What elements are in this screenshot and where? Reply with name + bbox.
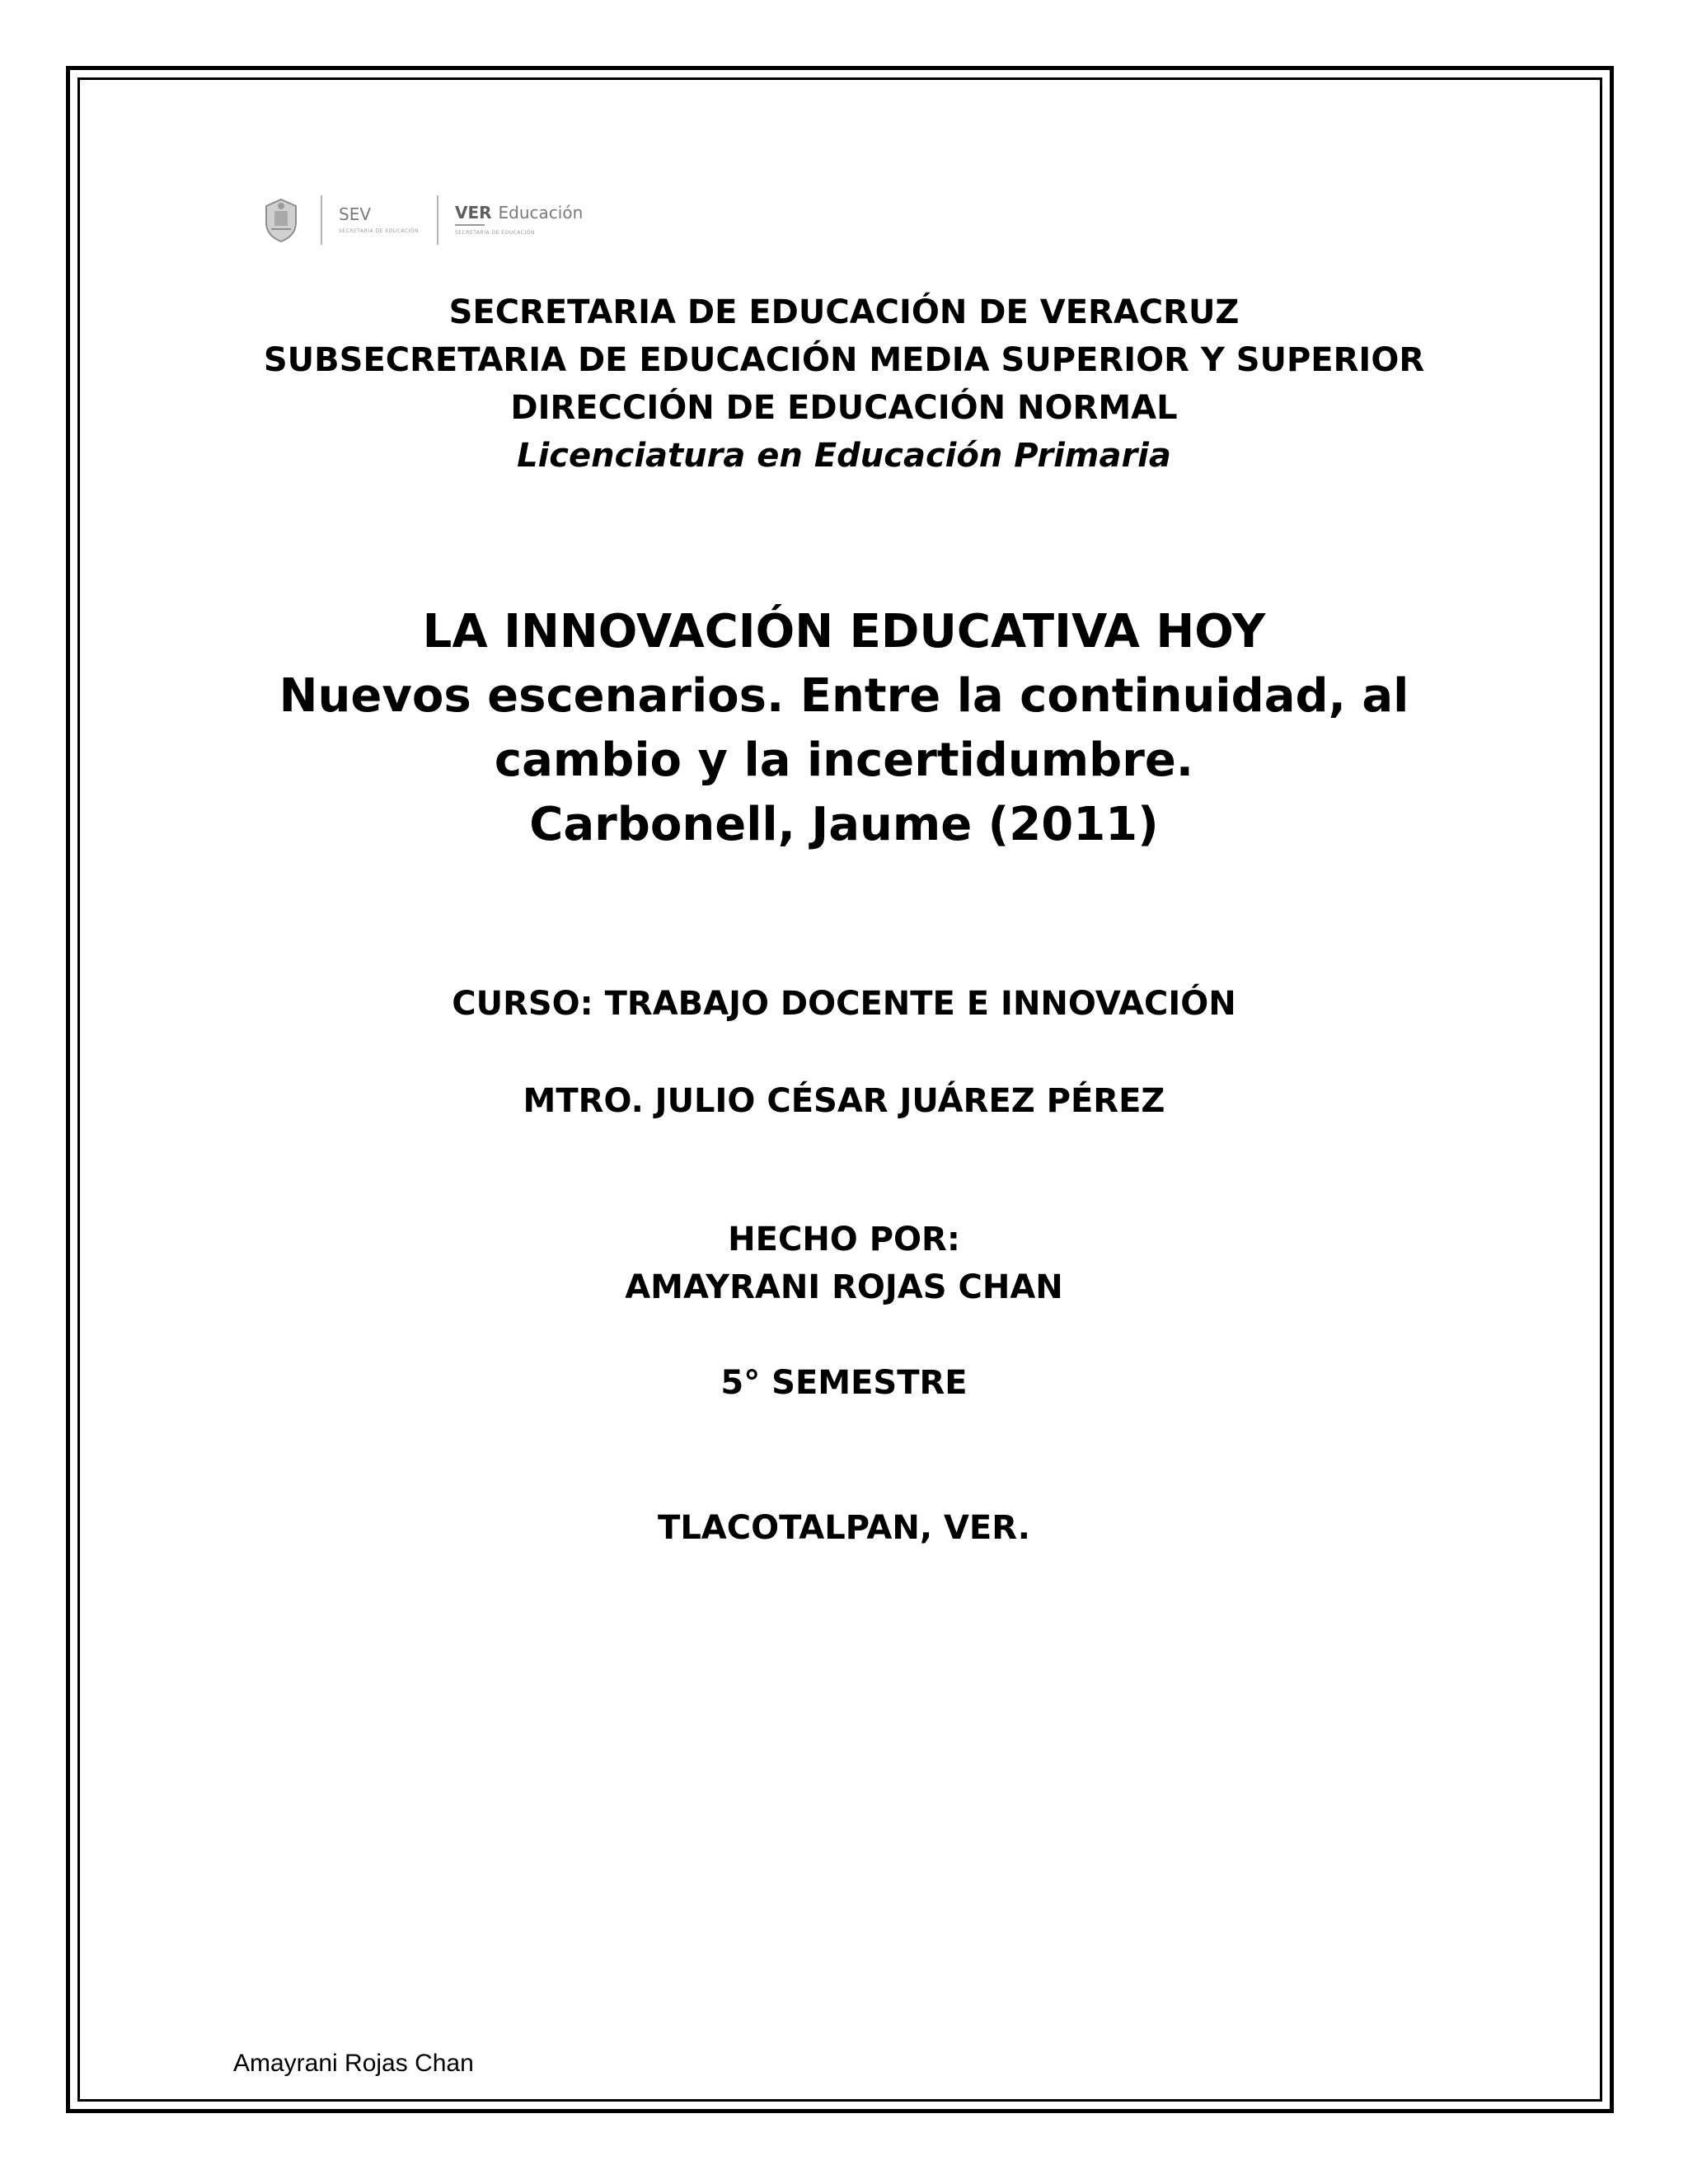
veracruz-seal-icon (260, 196, 302, 244)
educacion-text: Educación (498, 203, 584, 223)
course-name: CURSO: TRABAJO DOCENTE E INNOVACIÓN (452, 985, 1236, 1023)
institution-line-3: DIRECCIÓN DE EDUCACIÓN NORMAL (510, 389, 1178, 427)
footer-author: Amayrani Rojas Chan (233, 2050, 474, 2077)
sev-caption: SECRETARÍA DE EDUCACIÓN (339, 228, 419, 234)
title-line-4: Carbonell, Jaume (2011) (529, 798, 1159, 851)
author-name: AMAYRANI ROJAS CHAN (625, 1268, 1063, 1306)
sev-ver-logo (260, 191, 583, 249)
title-line-1: LA INNOVACIÓN EDUCATIVA HOY (422, 605, 1266, 658)
ver-underline (455, 224, 485, 226)
logo-divider (321, 195, 322, 245)
sev-text: SEV (339, 204, 372, 224)
title-line-3: cambio y la incertidumbre. (494, 733, 1194, 787)
institution-line-2: SUBSECRETARIA DE EDUCACIÓN MEDIA SUPERIOR Y SUPERIOR (263, 341, 1425, 379)
ver-text: VER (454, 203, 492, 223)
author-label: HECHO POR: (728, 1221, 960, 1258)
sev-wordmark (339, 204, 419, 236)
logo-divider-2 (437, 195, 438, 245)
institution-heading (0, 288, 1688, 480)
document-title (0, 600, 1688, 857)
title-line-2: Nuevos escenarios. Entre la continuidad, al (279, 669, 1409, 723)
location: TLACOTALPAN, VER. (658, 1509, 1030, 1547)
ver-educacion-wordmark (455, 203, 583, 237)
institution-line-1: SECRETARIA DE EDUCACIÓN DE VERACRUZ (448, 293, 1240, 331)
ver-caption: SECRETARÍA DE EDUCACIÓN (454, 230, 535, 236)
semester: 5° SEMESTRE (720, 1364, 968, 1402)
teacher-name: MTRO. JULIO CÉSAR JUÁREZ PÉREZ (523, 1082, 1165, 1120)
program-name: Licenciatura en Educación Primaria (517, 437, 1171, 475)
